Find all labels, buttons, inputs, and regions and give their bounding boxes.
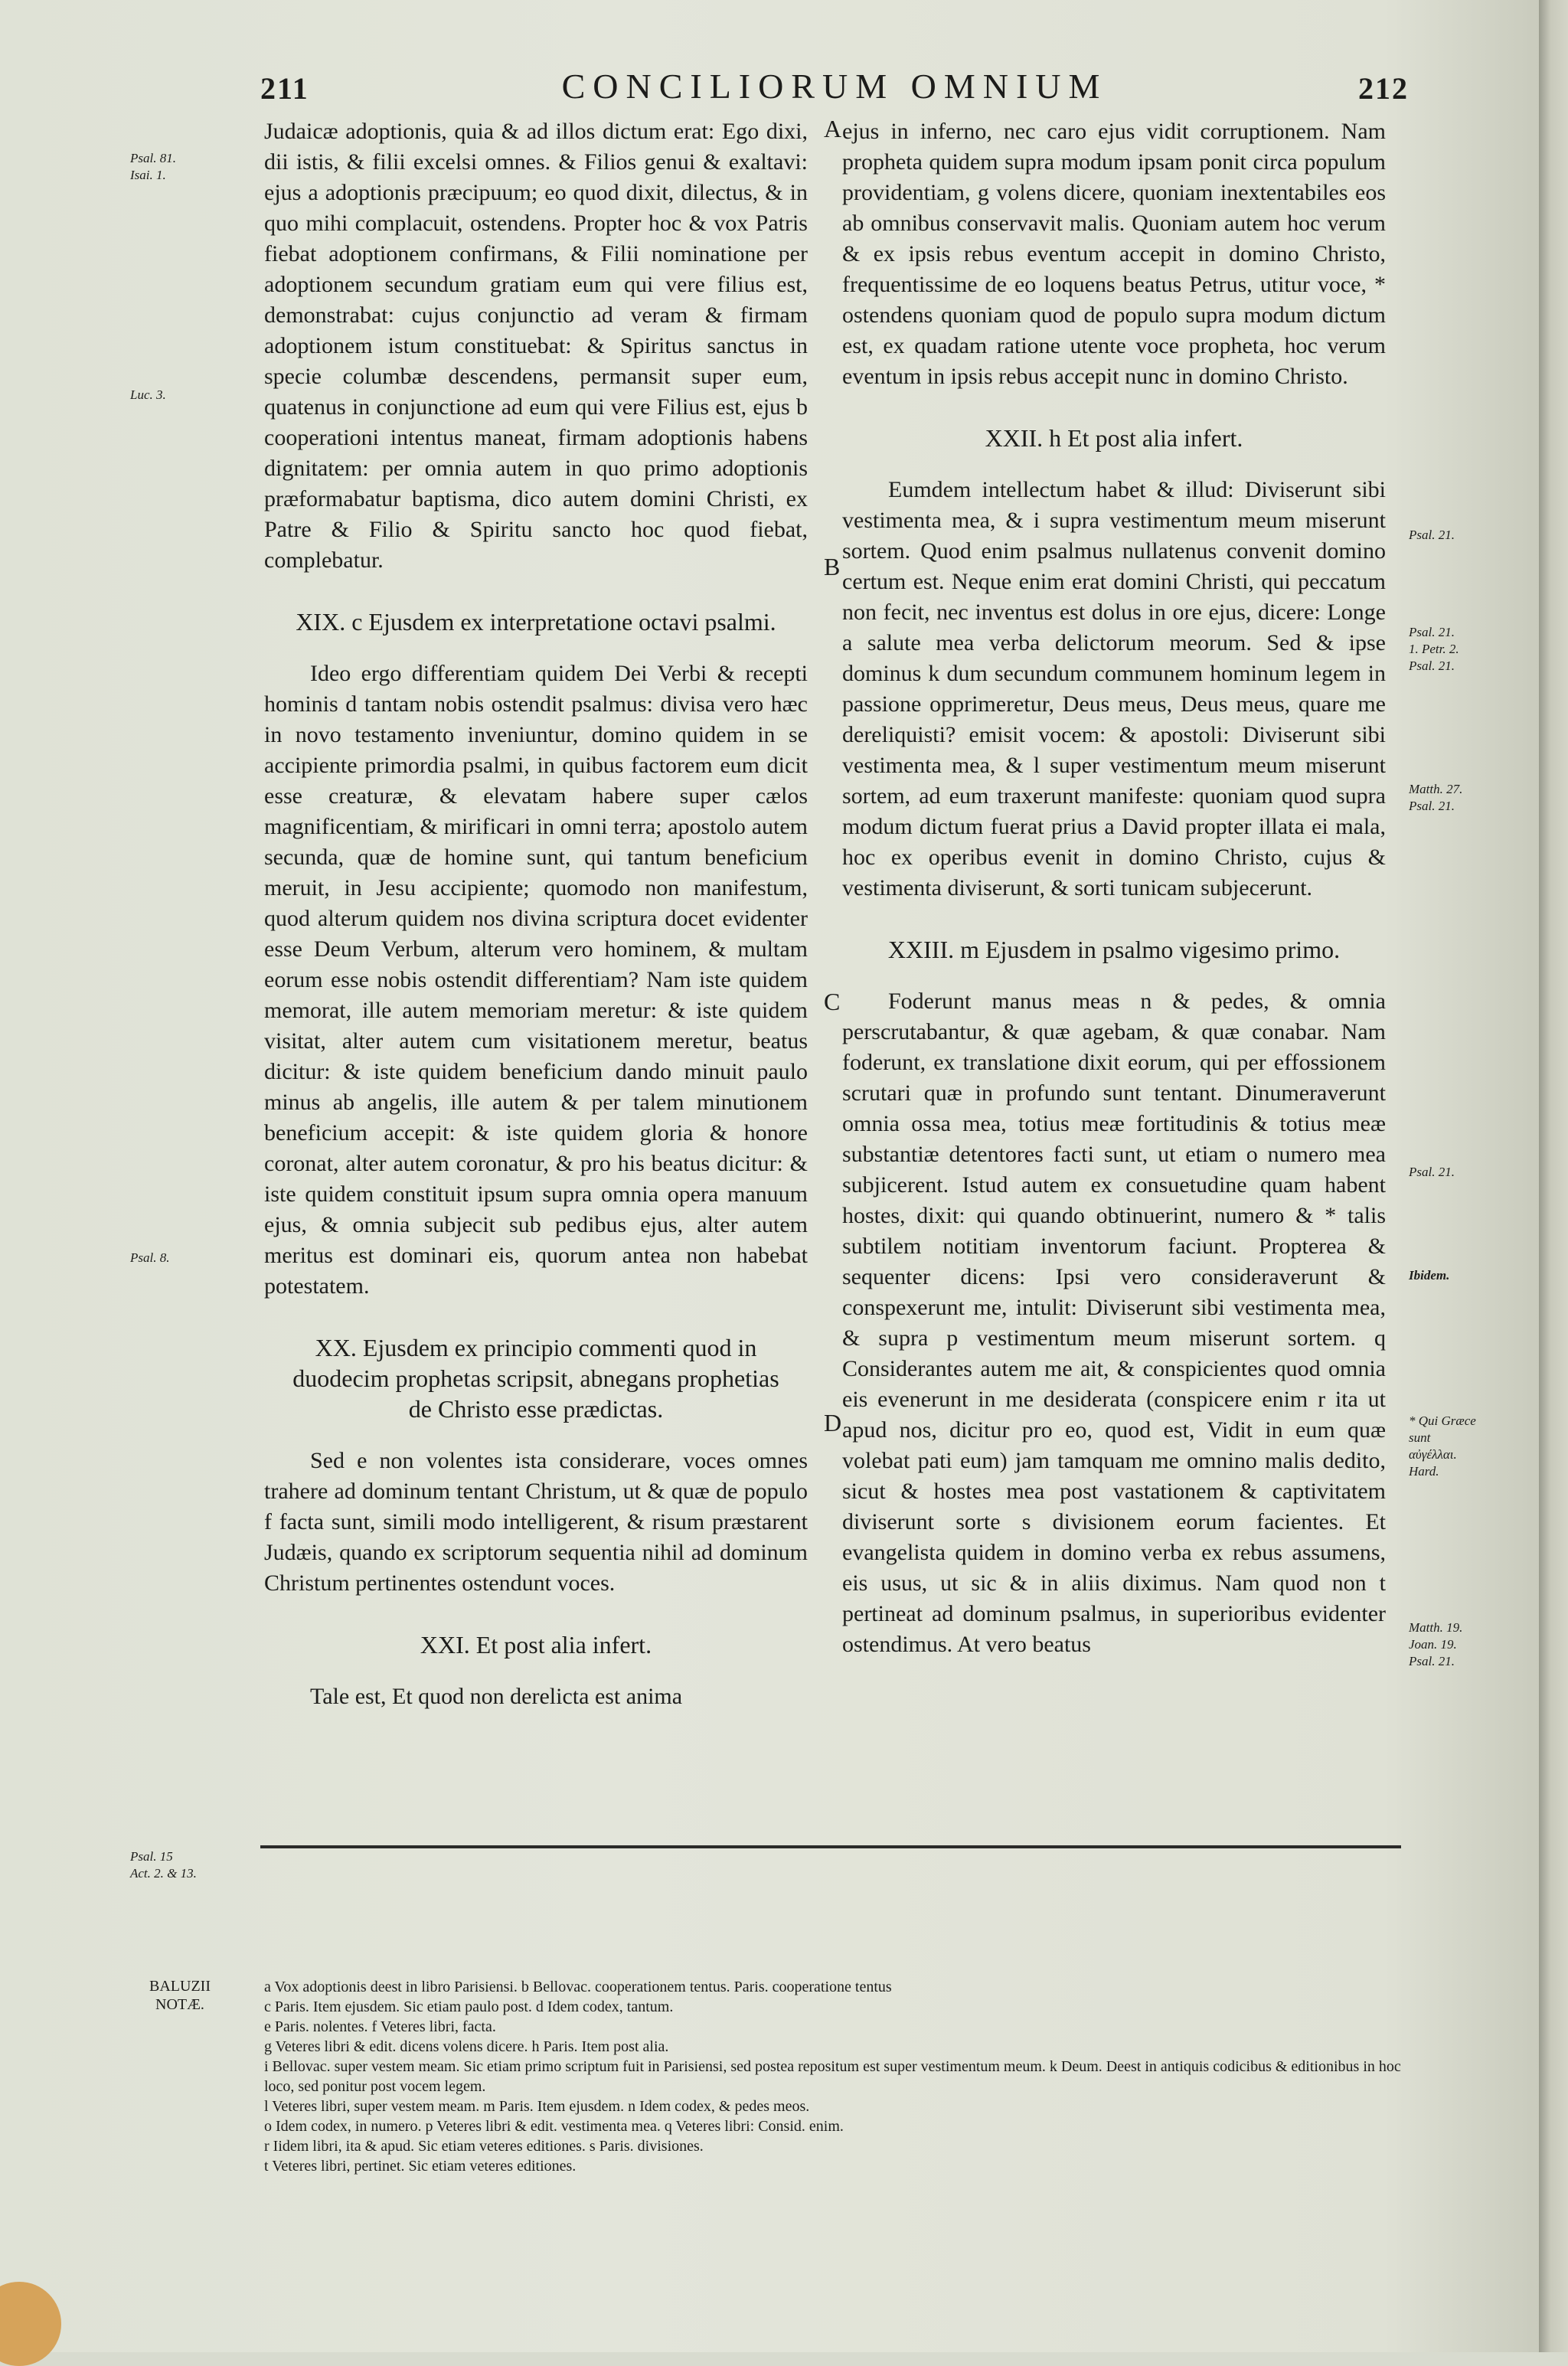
footnote-line: i Bellovac. super vestem meam. Sic etiam primo scriptum fuit in Parisiensi, sed postea repositum est super vestimentum meum. k Deum. Deest in antiquis codicibus & editionibus in hoc loco, sed ponitur post vocem legem.: [264, 2058, 1401, 2095]
margin-reference: Psal. 15 Act. 2. & 13.: [130, 1849, 197, 1881]
footnote-line: c Paris. Item ejusdem. Sic etiam paulo post. d Idem codex, tantum.: [264, 1998, 674, 2015]
left-paragraph: Tale est, Et quod non derelicta est anima: [310, 1684, 683, 1709]
footnote-line: l Veteres libri, super vestem meam. m Paris. Item ejusdem. n Idem codex, & pedes meos.: [264, 2098, 810, 2115]
section-heading-22: XXII. h Et post alia infert.: [985, 424, 1243, 452]
footnotes: [264, 1977, 1413, 2176]
section-letter: D: [824, 1409, 842, 1436]
footnote-line: e Paris. nolentes. f Veteres libri, facta.: [264, 2018, 496, 2035]
margin-reference: Psal. 8.: [130, 1250, 170, 1265]
section-heading-20: XX. Ejusdem ex principio commenti quod in duodecim prophetas scripsit, abnegans prophetias de Christo esse prædictas.: [292, 1334, 779, 1423]
left-paragraph: Ideo ergo differentiam quidem Dei Verbi & recepti hominis d tantam nobis ostendit psalmus: divisa vero hæc in novo testamento inveniuntur, domino quidem in se accipiente primordia psalmi, in quibus factorem eum dicit esse creaturæ, & elevatam habere super cælos magnificentiam, & mirificari in omni terra; apostolo autem secunda, quæ de homine sunt, qui tantum beneficium meruit, in Jesu accipiente; quomodo non manifestum, quod alterum quidem nos divina scriptura docet evidenter esse Deum Verbum, alterum vero hominem, & multam eorum esse nobis ostendit differentiam? Nam iste quidem memorat, ille autem memoriam meretur: & iste quidem visitat, alter autem cum visitationem meretur, beatus dicitur: & iste quidem beneficium dando minuit paulo minus ab angelis, ille autem & per talem minutionem beneficium accepit: & iste quidem gloria & honore coronat, alter autem coronatur, & pro his beatus dicitur: & iste quidem constituit ipsum supra omnia opera manuum ejus, & omnia subjecit sub pedibus ejus, alter autem meritus est dominari eis, quorum antea non habebat potestatem.: [264, 661, 808, 1299]
footnote-line: o Idem codex, in numero. p Veteres libri & edit. vestimenta mea. q Veteres libri: Consid. enim.: [264, 2118, 844, 2135]
section-letter: A: [824, 115, 842, 142]
margin-reference: Matth. 27. Psal. 21.: [1409, 782, 1463, 813]
margin-reference: Ibidem.: [1409, 1268, 1450, 1283]
right-column: [842, 116, 1386, 1660]
right-paragraph: Eumdem intellectum habet & illud: Diviserunt sibi vestimenta mea, & i supra vestimentum meum miserunt sortem. Quod enim psalmus nullatenus convenit domino certum est. Neque enim erat domini Christi, qui peccatum non fecit, nec inventus est dolus in ore ejus, dicere: Longe a salute mea verba delictorum meorum. Sed & ipse dominus k dum secundum communem hominum legem in passione opprimeretur, Deus meus, Deus meus, quare me dereliquisti? emisit vocem: & apostoli: Diviserunt sibi vestimenta mea, & l super vestimentum meum miserunt sortem, ad eum traxerunt manifeste: quoniam quod supra modum dictum fuerat prius a David propter illata ei mala, hoc ex operibus evenit in domino Christo, cujus & vestimenta diviserunt, & sorti tunicam subjecerunt.: [842, 477, 1386, 900]
margin-reference: Matth. 19. Joan. 19. Psal. 21.: [1409, 1620, 1463, 1668]
section-heading-19: XIX. c Ejusdem ex interpretatione octavi psalmi.: [296, 608, 776, 636]
section-letter: C: [824, 988, 841, 1015]
right-paragraph: ejus in inferno, nec caro ejus vidit corruptionem. Nam propheta quidem supra modum ipsam ponit circa populum providentiam, g volens dicere, quoniam inextentabiles eos ab omnibus conservavit malis. Quoniam autem hoc verum & ex ipsis rebus eventum accepit in domino Christo, frequentissime de eo loquens beatus Petrus, utitur voce, * ostendens quoniam quod de populo supra modum dictum est, ex quadam ratione utente voce propheta, hoc verum eventum in ipsis rebus accepit nunc in domino Christo.: [842, 119, 1386, 389]
margin-reference: Luc. 3.: [130, 387, 166, 402]
left-page-number: 211: [260, 71, 309, 106]
running-title: CONCILIORUM OMNIUM: [561, 67, 1108, 106]
footnote-line: a Vox adoptionis deest in libro Parisiensi. b Bellovac. cooperationem tentus. Paris. cooperatione tentus: [264, 1979, 892, 1995]
section-heading-21: XXI. Et post alia infert.: [420, 1631, 652, 1658]
section-letter: B: [824, 553, 841, 580]
footnote-line: g Veteres libri & edit. dicens volens dicere. h Paris. Item post alia.: [264, 2038, 669, 2055]
notes-divider: [260, 1845, 1401, 1851]
margin-reference: Psal. 21.: [1409, 1165, 1455, 1179]
margin-reference: Psal. 21.: [1409, 528, 1455, 542]
left-paragraph: Judaicæ adoptionis, quia & ad illos dictum erat: Ego dixi, dii istis, & filii excelsi omnes. & Filios genui & exaltavi: ejus a adoptionis præcipuum; eo quod dixit, dilectus, & in quo mihi complacuit, ostendens. Propter hoc & vox Patris fiebat adoptionem confirmans, & Filii nominatione per adoptionem secundum gratiam eum qui vere filius est, demonstrabat: cujus conjunctio ad veram & firmam adoptionem istum constituebat: & Spiritus sanctus in specie columbæ descendens, permansit super eum, quatenus in conjunctione ad eum qui vere Filius est, ejus b cooperationi intentus maneat, firmam adoptionis habens dignitatem: per omnia autem in quo primo adoptionis præformabatur baptisma, dico autem domini Christi, ex Patre & Filio & Spiritu sancto hoc quod fiebat, complebatur.: [264, 119, 808, 573]
left-paragraph: Sed e non volentes ista considerare, voces omnes trahere ad dominum tentant Christum, ut & quæ de populo f facta sunt, simili modo intelligerent, & risum præstarent Judæis, quando ex scriptorum sequentia nihil ad dominum Christum pertinentes ostendunt voces.: [264, 1448, 808, 1596]
footnote-line: r Iidem libri, ita & apud. Sic etiam veteres editiones. s Paris. divisiones.: [264, 2138, 704, 2155]
right-page-number: 212: [1358, 71, 1409, 106]
margin-reference: Psal. 21. 1. Petr. 2. Psal. 21.: [1409, 625, 1459, 673]
page-header: [260, 67, 1409, 116]
section-heading-23: XXIII. m Ejusdem in psalmo vigesimo primo.: [887, 936, 1341, 963]
page-gutter: [1539, 0, 1568, 2352]
left-column: [264, 116, 808, 1712]
footnote-line: t Veteres libri, pertinet. Sic etiam veteres editiones.: [264, 2158, 577, 2175]
margin-note: * Qui Græce sunt αὐγέλλαι. Hard.: [1409, 1413, 1476, 1479]
margin-reference: Psal. 81. Isai. 1.: [130, 151, 176, 182]
notes-title: BALUZII NOTÆ.: [149, 1978, 211, 2013]
right-paragraph: Foderunt manus meas n & pedes, & omnia perscrutabantur, & quæ agebam, & quæ conabar. Nam foderunt, ex translatione dixit eorum, qui per effossionem scrutari quæ in profundo sunt tentant. Dinumeraverunt omnia ossa mea, totius meæ fortitudinis & totius meæ substantiæ detentores facti sunt, ut etiam o numero mea subjicerent. Istud autem ex consuetudine quam habent hostes, dixit: qui quando obtinuerint, numero & * talis subtilem notitiam inventorum faciunt. Propterea & sequenter dicens: Ipsi vero consideraverunt & conspexerunt me, intulit: Diviserunt sibi vestimenta mea, & supra p vestimentum meum miserunt sortem. q Considerantes autem me ait, & conspicientes quod omnia eis evenerunt in me desiderata (conspicere enim r ita ut apud nos, dicitur pro eo, quod est, Vidit in eum quæ volebat pati eum) jam tamquam me omnino malis dedito, sicut & hostes mea post vastationem & captivitatem diviserunt sorte s divisionem eorum facientes. Et evangelista quidem in domino verba ex rebus assumens, eis usus, ut sic & in aliis diximus. Nam quod non t pertineat ad dominum psalmus, in superioribus evidenter ostendimus. At vero beatus: [842, 989, 1386, 1657]
